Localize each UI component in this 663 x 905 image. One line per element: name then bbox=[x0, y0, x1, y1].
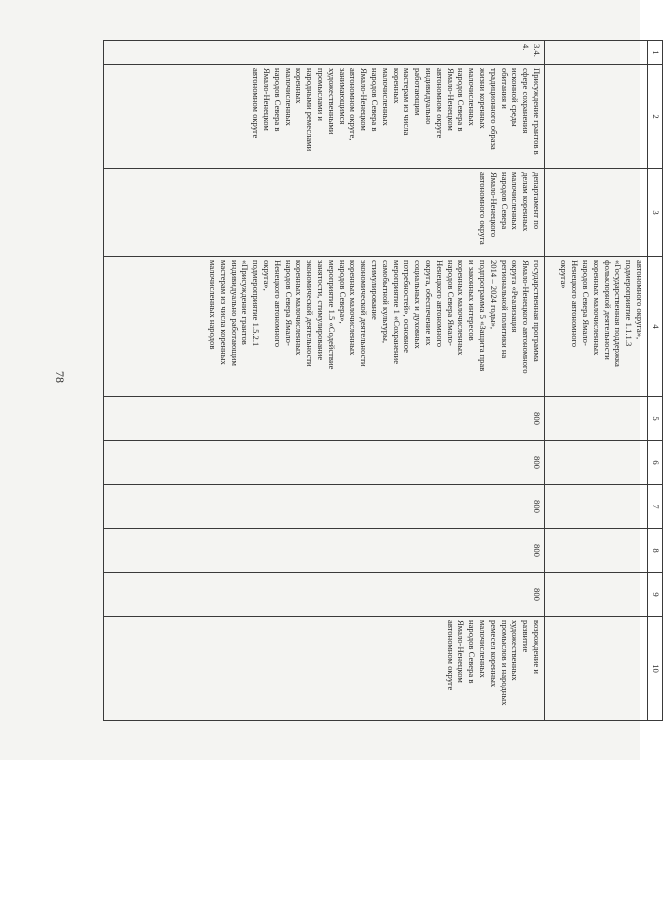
table-cell bbox=[545, 529, 648, 573]
executor-cell: департамент по делам коренных малочисленных народов Севера Ямало-Ненецкого автономного округа bbox=[104, 169, 545, 257]
column-number-row bbox=[648, 41, 663, 721]
column-header: 5 bbox=[648, 397, 663, 441]
table-cell bbox=[545, 65, 648, 169]
table-cell bbox=[545, 169, 648, 257]
result-cell: возрождение и развитие художественных промыслов и народных ремесел коренных малочисленных народов Севера в Ямало-Ненецком автономном округе bbox=[104, 617, 545, 721]
column-header: 7 bbox=[648, 485, 663, 529]
table-cell bbox=[545, 441, 648, 485]
column-header: 10 bbox=[648, 617, 663, 721]
table-row bbox=[104, 41, 545, 721]
value-cell-7: 800 bbox=[104, 485, 545, 529]
column-header: 8 bbox=[648, 529, 663, 573]
table-cell bbox=[545, 485, 648, 529]
column-header: 6 bbox=[648, 441, 663, 485]
table-cell bbox=[545, 397, 648, 441]
row-number-cell: 3.4.4. bbox=[104, 41, 545, 65]
column-header: 2 bbox=[648, 65, 663, 169]
continuation-row bbox=[545, 41, 648, 721]
value-cell-6: 800 bbox=[104, 441, 545, 485]
column-header: 9 bbox=[648, 573, 663, 617]
program-cell: государственная программа Ямало-Ненецкого автономного округа «Реализация региональной политики на 2014 – 2024 годы», подпрограмма 5 «Защита прав и законных интересов коренных малочисленных народов Севера Ямало- Ненецкого автономного округа, обеспечение их социальных и духовных потребностей», основное мероприятие 1 «Сохранение самобытной культуры, стимулирование экономической деятельности коренных малочисленных народов Севера», мероприятие 1.5 «Содействие занятости, стимулирование экономической деятельности коренных малочисленных народов Севера Ямало- Ненецкого автономного округа», подмероприятие 1.5.2.1 «Присуждение грантов индивидуально работающим мастерам из числа коренных малочисленных народов bbox=[104, 257, 545, 397]
table-cell bbox=[545, 573, 648, 617]
column-header: 3 bbox=[648, 169, 663, 257]
table-cell bbox=[545, 617, 648, 721]
column-header: 1 bbox=[648, 41, 663, 65]
value-cell-9: 800 bbox=[104, 573, 545, 617]
activity-name-cell: Присуждение грантов в сфере сохранения исконной среды обитания и традиционного образа жизни коренных малочисленных народов Севера в Ямало-Ненецком автономном округе индивидуально работающим мастерам из числа коренных малочисленных народов Севера в Ямало-Ненецком автономном округе, занимающимся художественными промыслами и народными ремеслами коренных малочисленных народов Севера в Ямало-Ненецком автономном округе bbox=[104, 65, 545, 169]
rotated-table-wrapper bbox=[103, 40, 663, 720]
column-header: 4 bbox=[648, 257, 663, 397]
program-continuation-cell: автономного округа», подмероприятие 1.1.1.3 «Государственная поддержка фольклорной деятельности коренных малочисленных народов Севера Ямало- Ненецкого автономного округа» bbox=[545, 257, 648, 397]
value-cell-5: 800 bbox=[104, 397, 545, 441]
program-table bbox=[103, 40, 663, 721]
table-cell bbox=[545, 41, 648, 65]
page-number: 78 bbox=[53, 371, 67, 383]
value-cell-8: 800 bbox=[104, 529, 545, 573]
